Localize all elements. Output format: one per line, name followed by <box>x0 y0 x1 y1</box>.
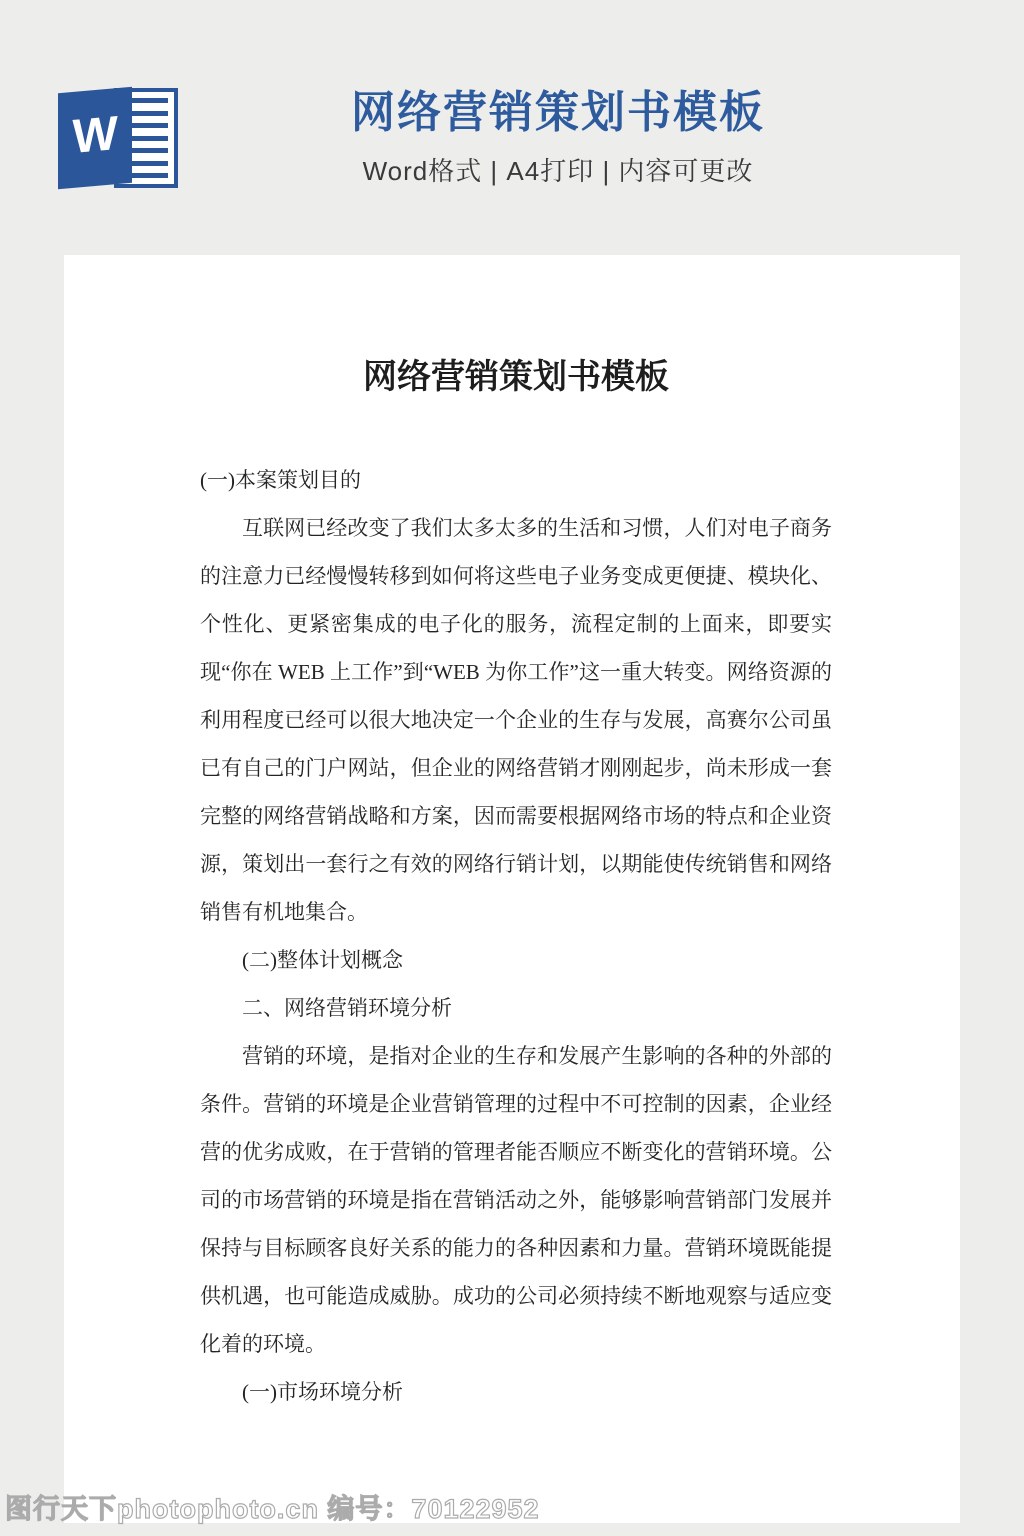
header <box>0 0 1024 255</box>
document-heading: (二)整体计划概念 <box>242 948 403 972</box>
word-file-icon <box>58 78 178 194</box>
word-icon-letter: W <box>72 107 118 164</box>
document-body <box>200 456 832 1416</box>
document-paragraph: 互联网已经改变了我们太多太多的生活和习惯，人们对电子商务的注意力已经慢慢转移到如何将这些电子业务变成更便捷、模块化、个性化、更紧密集成的电子化的服务，流程定制的上面来，即要实现“你在 WEB 上工作”到“WEB 为你工作”这一重大转变。网络资源的利用程度已经可以很大地决定一个企业的生存与发展，高赛尔公司虽已有自己的门户网站，但企业的网络营销才刚刚起步，尚未形成一套完整的网络营销战略和方案，因而需要根据网络市场的特点和企业资源，策划出一套行之有效的网络行销计划，以期能使传统销售和网络销售有机地集合。 <box>200 516 832 924</box>
document-heading: (一)市场环境分析 <box>242 1380 403 1404</box>
document-heading: (一)本案策划目的 <box>200 468 361 492</box>
document-heading: 二、网络营销环境分析 <box>242 996 452 1020</box>
word-icon-cover <box>58 87 132 189</box>
document-paragraph: 营销的环境，是指对企业的生存和发展产生影响的各种的外部的条件。营销的环境是企业营销管理的过程中不可控制的因素，企业经营的优劣成败，在于营销的管理者能否顺应不断变化的营销环境。公司的市场营销的环境是指在营销活动之外，能够影响营销部门发展并保持与目标顾客良好关系的能力的各种因素和力量。营销环境既能提供机遇，也可能造成威胁。成功的公司必须持续不断地观察与适应变化着的环境。 <box>200 1044 832 1356</box>
document-title: 网络营销策划书模板 <box>363 359 669 396</box>
header-text <box>180 88 1024 188</box>
watermark-text: 图行天下photophoto.cn 编号：70122952 <box>5 1494 540 1524</box>
template-subtitle: Word格式 | A4打印 | 内容可更改 <box>362 155 754 186</box>
template-title: 网络营销策划书模板 <box>351 88 765 137</box>
document-page <box>64 255 960 1523</box>
